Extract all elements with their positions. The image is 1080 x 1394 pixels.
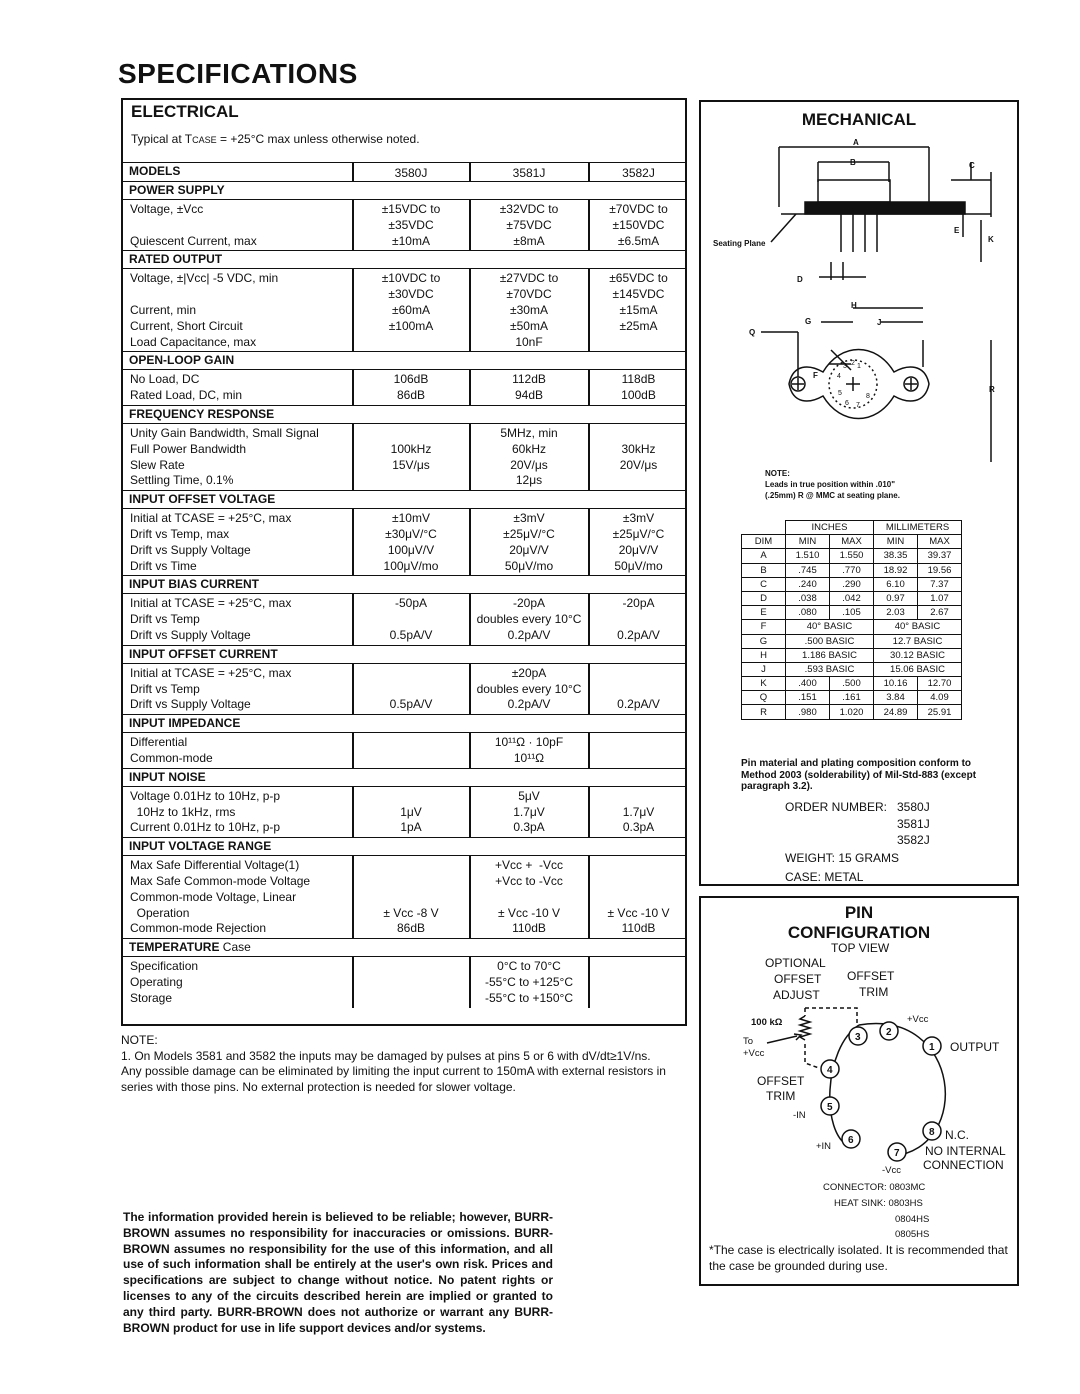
dim-cell: 1.510	[786, 549, 830, 563]
section-title: POWER SUPPLY	[129, 183, 225, 197]
spec-value: 106dB 86dB	[393, 372, 429, 403]
dim-cell: A	[742, 549, 786, 563]
section-header	[123, 181, 685, 199]
dim-label-c: C	[969, 161, 975, 170]
vcc-positive-label: +Vcc	[907, 1014, 929, 1025]
electrical-title: ELECTRICAL	[131, 102, 239, 121]
spec-value: 0.2pA/V	[617, 697, 660, 712]
dim-cell: 0.97	[874, 591, 918, 605]
heat-sink-part-1: HEAT SINK: 0803HS	[834, 1198, 923, 1209]
noninverting-input-label: +IN	[816, 1141, 832, 1152]
pin-6	[842, 1130, 860, 1148]
dim-label-h: H	[851, 301, 857, 310]
dim-sub-header: MAX	[830, 535, 874, 549]
dim-cell: .500	[830, 677, 874, 691]
spec-label: Unity Gain Bandwidth, Small Signal Full Power Bandwidth Slew Rate Settling Time, 0.1%	[130, 425, 319, 488]
offset-label-2: OFFSET	[757, 1074, 805, 1088]
pin-diagram	[701, 898, 1017, 1183]
dim-cell: C	[742, 577, 786, 591]
spec-value: ±10VDC to ±30VDC ±60mA ±100mA	[381, 271, 441, 333]
dim-cell: F	[742, 620, 786, 634]
section-title: TEMPERATURE Case	[129, 940, 251, 955]
dim-cell: .500 BASIC	[786, 634, 874, 648]
spec-value: +Vcc + -Vcc +Vcc to -Vcc ± Vcc -10 V 110dB	[494, 858, 564, 936]
pin-7	[888, 1143, 906, 1161]
dim-cell: 10.16	[874, 677, 918, 691]
dim-label-k: K	[988, 235, 994, 244]
dim-cell: 38.35	[874, 549, 918, 563]
dim-cell: 30.12 BASIC	[874, 648, 962, 662]
spec-row	[123, 786, 685, 837]
dim-row	[742, 677, 962, 691]
spec-row	[123, 268, 685, 351]
dim-cell: 24.89	[874, 705, 918, 719]
spec-value: 10¹¹Ω · 10pF 10¹¹Ω	[494, 735, 564, 765]
spec-value: ±65VDC to ±145VDC ±15mA ±25mA	[609, 271, 668, 333]
spec-value: ± Vcc -8 V 86dB	[383, 905, 439, 936]
dim-cell: 12.7 BASIC	[874, 634, 962, 648]
order-number-1: 3580J	[897, 800, 930, 814]
section-title: INPUT NOISE	[129, 769, 206, 784]
dim-cell: G	[742, 634, 786, 648]
pin-config-title-1: PIN	[844, 903, 874, 922]
dimension-table	[741, 520, 962, 720]
section-title: INPUT BIAS CURRENT	[129, 577, 260, 592]
dim-cell: 2.03	[874, 606, 918, 620]
dim-label-g: G	[805, 317, 812, 326]
offset-label-1: OFFSET	[774, 972, 822, 986]
mech-pin-3: 3	[843, 363, 847, 370]
mech-pin-5: 5	[838, 390, 842, 397]
section-header	[123, 938, 685, 956]
section-header	[123, 768, 685, 786]
seating-plane-label: Seating Plane	[713, 239, 766, 248]
electrical-spec-table	[123, 162, 685, 1008]
order-number-label: ORDER NUMBER:	[785, 800, 888, 814]
section-title: INPUT OFFSET CURRENT	[129, 646, 278, 661]
spec-label: Differential Common-mode	[130, 735, 213, 765]
section-title: INPUT IMPEDANCE	[129, 716, 241, 731]
dim-cell: .042	[830, 591, 874, 605]
spec-label: Voltage 0.01Hz to 10Hz, p-p 10Hz to 1kHz, rms Current 0.01Hz to 10Hz, p-p	[130, 788, 281, 835]
dim-cell: .770	[830, 563, 874, 577]
no-internal-label: NO INTERNAL	[925, 1144, 1006, 1158]
dim-cell: 25.91	[918, 705, 962, 719]
dim-sub-header: MAX	[918, 535, 962, 549]
heat-sink-part-2: 0804HS	[895, 1214, 930, 1225]
dim-row	[742, 620, 962, 634]
spec-label: No Load, DC Rated Load, DC, min	[130, 372, 243, 403]
dim-cell: R	[742, 705, 786, 719]
offset-trim-label-a: OFFSET	[847, 969, 895, 983]
dim-cell: .593 BASIC	[786, 662, 874, 676]
output-label: OUTPUT	[950, 1040, 1000, 1054]
mech-pin-2: 2	[851, 360, 855, 367]
case-material: CASE: METAL	[785, 870, 864, 884]
dim-label-f: F	[813, 371, 818, 380]
dim-cell: 1.020	[830, 705, 874, 719]
section-header	[123, 837, 685, 855]
spec-label: Max Safe Differential Voltage(1) Max Safe Common-mode Voltage Common-mode Voltage, Linear Operation Common-mode Rejection	[130, 858, 311, 936]
svg-text:7: 7	[894, 1148, 900, 1159]
spec-value: -50pA 0.5pA/V	[389, 596, 433, 642]
top-view-label: TOP VIEW	[831, 941, 890, 955]
spec-value: 1.7μV 0.3pA	[622, 804, 655, 835]
mech-pin-8: 8	[866, 393, 870, 400]
pin-configuration-box	[699, 896, 1019, 1286]
mechanical-box	[699, 100, 1019, 886]
spec-label: Voltage, ±|Vcc| -5 VDC, min Current, min Current, Short Circuit Load Capacitance, max	[130, 271, 279, 349]
dim-cell: .980	[786, 705, 830, 719]
dim-cell: .038	[786, 591, 830, 605]
dim-label-b: B	[850, 158, 856, 167]
svg-text:6: 6	[848, 1135, 854, 1146]
svg-text:4: 4	[827, 1065, 833, 1076]
dim-label-d: D	[797, 275, 803, 284]
spec-label: Initial at TCASE = +25°C, max Drift vs Temp, max Drift vs Supply Voltage Drift vs Time	[130, 511, 292, 573]
dim-row	[742, 591, 962, 605]
section-header	[123, 645, 685, 663]
dim-cell: 1.550	[830, 549, 874, 563]
dim-label-r: R	[989, 385, 995, 394]
dim-cell: .151	[786, 691, 830, 705]
spec-value: 0°C to 70°C -55°C to +125°C -55°C to +150°C	[485, 959, 573, 1005]
dim-cell: B	[742, 563, 786, 577]
models-row	[123, 162, 685, 181]
pin-2	[880, 1022, 898, 1040]
spec-row	[123, 732, 685, 768]
spec-row	[123, 508, 685, 575]
dim-cell: 1.07	[918, 591, 962, 605]
dim-group-header: INCHES	[786, 521, 874, 535]
dim-label-a: A	[853, 138, 859, 147]
spec-value: ±3mV ±25μV/°C 20μV/V 50μV/mo	[612, 511, 665, 573]
spec-row	[123, 956, 685, 1007]
dim-cell: .290	[830, 577, 874, 591]
spec-row	[123, 855, 685, 938]
adjust-label: ADJUST	[773, 988, 820, 1002]
pin-3	[849, 1027, 867, 1045]
spec-value: 5μV 1.7μV 0.3pA	[513, 788, 545, 835]
dim-cell: 40° BASIC	[786, 620, 874, 634]
dim-cell: .080	[786, 606, 830, 620]
section-title: RATED OUTPUT	[129, 252, 223, 267]
inverting-input-label: -IN	[793, 1110, 806, 1121]
dim-row	[742, 662, 962, 676]
dim-sub-header: DIM	[742, 535, 786, 549]
weight: WEIGHT: 15 GRAMS	[785, 851, 900, 865]
models-label: MODELS	[129, 164, 181, 178]
pin-4	[821, 1060, 839, 1078]
note-heading: NOTE:	[121, 1033, 158, 1047]
section-header	[123, 351, 685, 369]
model-3580J: 3580J	[394, 166, 428, 180]
spec-value: ±15VDC to ±35VDC ±10mA	[381, 202, 441, 248]
spec-row	[123, 199, 685, 250]
mech-pin-1: 1	[857, 363, 861, 370]
heat-sink-part-3: 0805HS	[895, 1229, 930, 1240]
table-note	[121, 1033, 681, 1095]
dim-cell: H	[742, 648, 786, 662]
dim-group-header: MILLIMETERS	[874, 521, 962, 535]
dim-sub-header: MIN	[874, 535, 918, 549]
section-title: INPUT OFFSET VOLTAGE	[129, 492, 276, 507]
spec-row	[123, 593, 685, 644]
section-header	[123, 714, 685, 732]
legal-disclaimer: The information provided herein is believed to be reliable; however, BURR-BROWN assumes no responsibility for inaccuracies or omissions. BURR-BROWN assumes no responsibility for the use of this information, and all use of such information shall be entirely at the user's own risk. Prices and specifications are subject to change without notice. No patent rights or licenses to any of the circuits described herein are implied or granted to any third party. BURR-BROWN does not authorize or warrant any BURR-BROWN product for use in life support devices and/or systems.	[123, 1210, 553, 1335]
spec-value: 30kHz 20V/μs	[619, 441, 658, 472]
dim-label-q: Q	[749, 328, 756, 337]
dim-row	[742, 606, 962, 620]
vcc-negative-label: -Vcc	[882, 1165, 901, 1176]
dim-row	[742, 648, 962, 662]
pin-config-title-2: CONFIGURATION	[787, 923, 931, 942]
dim-row	[742, 563, 962, 577]
nc-label: N.C.	[945, 1128, 969, 1142]
section-header	[123, 250, 685, 268]
dim-sub-header: MIN	[786, 535, 830, 549]
spec-value: -20pA doubles every 10°C 0.2pA/V	[476, 596, 582, 642]
pin-5	[821, 1097, 839, 1115]
spec-value: ±32VDC to ±75VDC ±8mA	[499, 202, 559, 248]
dim-cell: 15.06 BASIC	[874, 662, 962, 676]
dim-cell: D	[742, 591, 786, 605]
section-header	[123, 575, 685, 593]
case-isolation-note: *The case is electrically isolated. It is recommended that the case be grounded during use.	[709, 1243, 1008, 1273]
spec-row	[123, 423, 685, 490]
dim-row	[742, 691, 962, 705]
mech-pin-6: 6	[845, 400, 849, 407]
dim-cell: 2.67	[918, 606, 962, 620]
to-vcc-label: +Vcc	[743, 1048, 765, 1059]
resistor-label: 100 kΩ	[751, 1017, 783, 1028]
spec-value: ± Vcc -10 V 110dB	[607, 905, 670, 936]
mech-pin-4: 4	[837, 373, 841, 380]
offset-trim-label-b: TRIM	[859, 985, 889, 999]
spec-row	[123, 369, 685, 405]
dim-row	[742, 549, 962, 563]
order-number-2: 3581J	[897, 817, 930, 831]
spec-value: ±70VDC to ±150VDC ±6.5mA	[609, 202, 668, 248]
pin-8	[923, 1122, 941, 1140]
dim-cell: Q	[742, 691, 786, 705]
pin-1	[923, 1037, 941, 1055]
spec-label: Specification Operating Storage	[130, 959, 199, 1005]
dim-row	[742, 634, 962, 648]
dim-cell: 1.186 BASIC	[786, 648, 874, 662]
page-title: SPECIFICATIONS	[118, 58, 358, 89]
svg-text:8: 8	[929, 1127, 935, 1138]
mechanical-title: MECHANICAL	[801, 110, 917, 129]
spec-value: ±10mV ±30μV/°C 100μV/V 100μV/mo	[383, 511, 439, 573]
spec-row	[123, 663, 685, 714]
section-title: FREQUENCY RESPONSE	[129, 406, 275, 421]
dim-cell: 19.56	[918, 563, 962, 577]
section-title: OPEN-LOOP GAIN	[129, 353, 235, 368]
dim-cell: 4.09	[918, 691, 962, 705]
dim-cell: J	[742, 662, 786, 676]
dim-cell: 7.37	[918, 577, 962, 591]
spec-label: Voltage, ±Vcc Quiescent Current, max	[130, 202, 257, 248]
spec-label: Initial at TCASE = +25°C, max Drift vs Temp Drift vs Supply Voltage	[130, 665, 292, 712]
connection-label: CONNECTION	[923, 1158, 1004, 1172]
dim-cell: .105	[830, 606, 874, 620]
spec-value: ±27VDC to ±70VDC ±30mA ±50mA 10nF	[499, 271, 559, 349]
spec-value: 100kHz 15V/μs	[390, 441, 432, 472]
svg-text:2: 2	[886, 1027, 892, 1038]
dim-cell: .400	[786, 677, 830, 691]
dim-cell: E	[742, 606, 786, 620]
spec-value: 0.5pA/V	[389, 697, 433, 712]
typical-conditions: Typical at TCASE = +25°C max unless otherwise noted.	[131, 132, 420, 146]
model-3581J: 3581J	[512, 166, 546, 180]
model-3582J: 3582J	[622, 166, 655, 180]
dim-cell: .240	[786, 577, 830, 591]
dim-cell: 12.70	[918, 677, 962, 691]
spec-value: ±20pA doubles every 10°C 0.2pA/V	[476, 665, 582, 712]
section-header	[123, 490, 685, 508]
dim-blank	[742, 521, 786, 535]
dim-cell: K	[742, 677, 786, 691]
connector-part: CONNECTOR: 0803MC	[823, 1182, 926, 1193]
dim-row	[742, 577, 962, 591]
svg-text:1: 1	[929, 1042, 935, 1053]
dim-cell: .161	[830, 691, 874, 705]
dim-cell: 18.92	[874, 563, 918, 577]
to-label: To	[743, 1036, 754, 1047]
mechanical-drawing	[701, 102, 1017, 462]
dim-row	[742, 705, 962, 719]
dim-cell: 40° BASIC	[874, 620, 962, 634]
order-number-3: 3582J	[897, 833, 930, 847]
spec-value: 1μV 1pA	[400, 804, 422, 835]
section-header	[123, 405, 685, 423]
dim-cell: .745	[786, 563, 830, 577]
dim-cell: 39.37	[918, 549, 962, 563]
spec-value: 5MHz, min 60kHz 20V/μs 12μs	[500, 425, 558, 488]
dim-cell: 3.84	[874, 691, 918, 705]
mechanical-note: NOTE: Leads in true position within .010" (.25mm) R @ MMC at seating plane.	[765, 469, 900, 500]
spec-value: 112dB 94dB	[512, 372, 546, 403]
dim-label-j: J	[877, 318, 882, 327]
svg-text:5: 5	[827, 1102, 833, 1113]
spec-value: ±3mV ±25μV/°C 20μV/V 50μV/mo	[503, 511, 555, 573]
pin-material-note: Pin material and plating composition conform to Method 2003 (solderability) of Mil-Std-883 (except paragraph 3.2).	[741, 758, 977, 792]
section-title: INPUT VOLTAGE RANGE	[129, 839, 272, 854]
electrical-specs-box	[121, 98, 687, 1026]
svg-text:3: 3	[855, 1032, 861, 1043]
note-text: 1. On Models 3581 and 3582 the inputs may be damaged by pulses at pins 5 or 6 with dV/dt≥1V/ns. Any possible damage can be eliminated by limiting the input current to 150mA with external resistors in series with those pins. No external protection is needed for slower voltage.	[121, 1048, 666, 1094]
spec-value: 118dB 100dB	[621, 372, 656, 403]
optional-label: OPTIONAL	[765, 956, 826, 970]
dim-label-e: E	[954, 226, 960, 235]
spec-value: -20pA 0.2pA/V	[617, 596, 660, 642]
spec-label: Initial at TCASE = +25°C, max Drift vs Temp Drift vs Supply Voltage	[130, 596, 292, 642]
mech-pin-7: 7	[856, 402, 860, 409]
dim-cell: 6.10	[874, 577, 918, 591]
trim-label: TRIM	[766, 1089, 796, 1103]
